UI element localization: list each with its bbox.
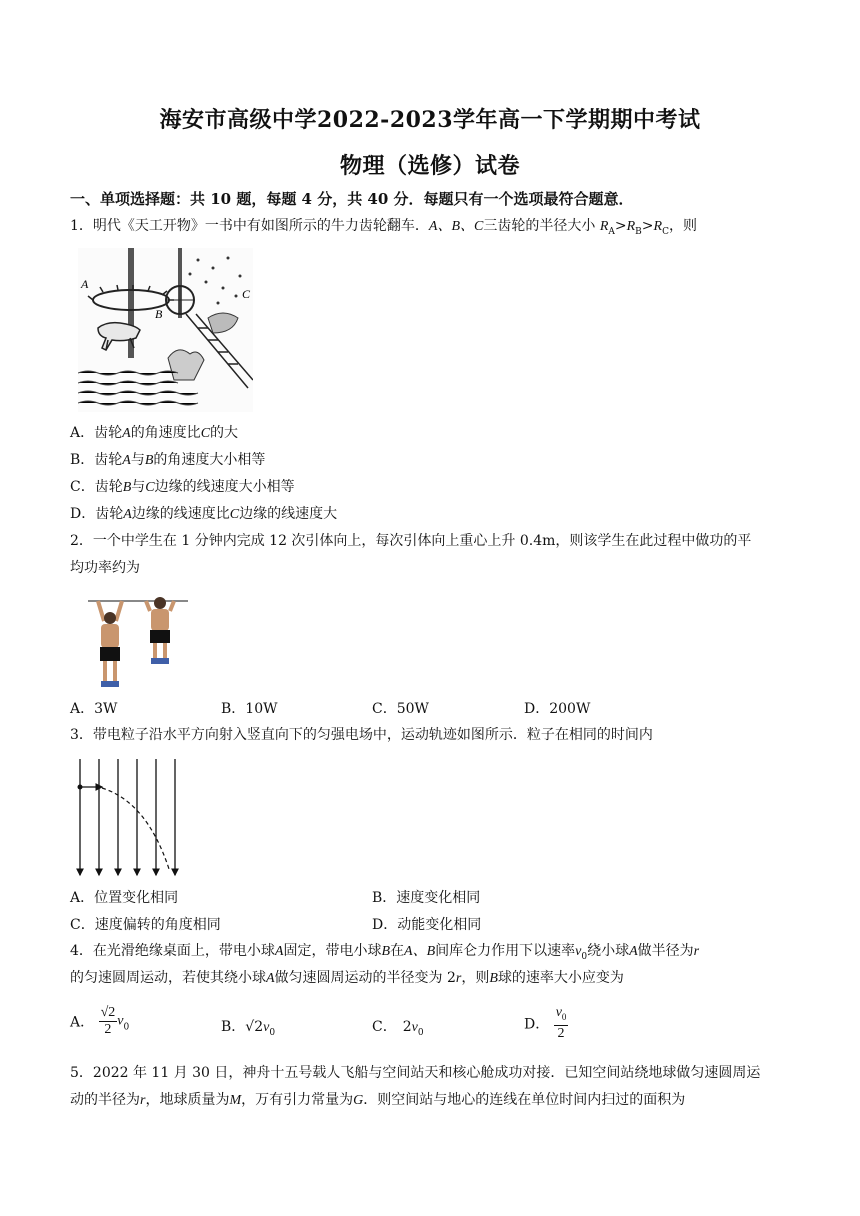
option-expr: 2 (402, 1019, 412, 1035)
option-expr: √2 (245, 1019, 264, 1035)
q4-var: v (575, 944, 582, 959)
q4-var: B (381, 944, 391, 959)
option-var: C (200, 426, 211, 441)
q4-text: 绕小球 (587, 943, 630, 959)
option-text: 与 (130, 452, 145, 468)
option-var: A (122, 453, 131, 468)
option-text: 与 (131, 479, 146, 495)
option-key: D． (70, 506, 96, 522)
q1-vars: A、B、C (428, 219, 484, 234)
q4-var: A (629, 944, 638, 959)
q5-var: r (140, 1093, 146, 1108)
q4-var: A (266, 971, 275, 986)
option-text: 齿轮 (94, 452, 123, 468)
q1-text-2: 三齿轮的半径大小 (483, 218, 596, 234)
option-key: C． (70, 479, 95, 495)
option-key: C． (372, 1019, 397, 1035)
q1-option-b[interactable] (70, 450, 795, 471)
q4-text: 的匀速圆周运动，若使其绕小球 (70, 970, 266, 986)
exam-subtitle: 物理（选修）试卷 (339, 153, 520, 179)
q5-var: G (353, 1093, 364, 1108)
q2-option-d[interactable]: D．200W (524, 701, 591, 717)
option-key: B． (70, 452, 95, 468)
q4-text: 在 (390, 943, 405, 959)
question-5-stem-line1: 5．2022 年 11 月 30 日，神舟十五号载人飞船与空间站天和核心舱成功对接．已知空间站绕地球做匀速圆周运 (70, 1065, 761, 1081)
q4-var: A (274, 944, 284, 959)
option-text: 边缘的线速度大小相等 (154, 479, 295, 495)
q5-text: ，万有引力常量为 (241, 1092, 354, 1108)
q3-option-a[interactable]: A．位置变化相同 (70, 890, 179, 906)
fraction: $\frac{v_0}{2}$ (555, 1005, 567, 1041)
q5-text: ．则空间站与地心的连线在单位时间内扫过的面积为 (363, 1092, 686, 1108)
section-heading: 一、单项选择题：共 10 题，每题 4 分，共 40 分．每题只有一个选项最符合题意． (70, 190, 634, 208)
electric-field-figure (72, 757, 186, 881)
gear-b-label: B (155, 307, 163, 321)
q1-option-d[interactable] (70, 504, 795, 525)
question-3-stem: 3．带电粒子沿水平方向射入竖直向下的匀强电场中，运动轨迹如图所示．粒子在相同的时间内 (70, 727, 653, 743)
option-var: C (229, 507, 240, 522)
ox-waterwheel-figure (78, 248, 253, 412)
question-1-stem (70, 216, 795, 242)
fraction: $\frac{√2}{2}$ (100, 1005, 116, 1037)
q4-text: ，则 (461, 970, 490, 986)
q4-var: A、B (404, 944, 436, 959)
option-var: C (145, 480, 155, 495)
q4-text: 做半径为 (637, 943, 694, 959)
q1-text-3: ，则 (668, 218, 697, 234)
radius-relation: $R_A>R_B>R_C$ (599, 218, 669, 237)
q2-option-a[interactable]: A．3W (70, 701, 118, 717)
q3-option-d[interactable]: D．动能变化相同 (372, 917, 482, 933)
q4-option-d[interactable] (524, 1005, 568, 1042)
q4-option-c[interactable]: C． $2v_0$ (372, 1019, 424, 1038)
question-2-stem-line1: 2．一个中学生在 1 分钟内完成 12 次引体向上，每次引体向上重心上升 0.4m，则该学生在此过程中做功的平 (70, 533, 752, 549)
q2-option-b[interactable]: B．10W (221, 701, 278, 717)
q4-text: 做匀速圆周运动的半径变为 2 (274, 970, 456, 986)
q5-text: ，地球质量为 (145, 1092, 230, 1108)
question-2-stem-line2: 均功率约为 (70, 560, 140, 576)
q5-text: 动的半径为 (70, 1092, 140, 1108)
q4-text: 4．在光滑绝缘桌面上，带电小球 (70, 943, 275, 959)
q4-var: r (693, 944, 700, 959)
option-var: A (123, 507, 132, 522)
question-5-stem-line2 (70, 1090, 795, 1111)
option-var: B (144, 453, 154, 468)
option-text: 的角速度大小相等 (153, 452, 266, 468)
gear-c-label: C (242, 287, 251, 301)
pull-up-figure (88, 591, 188, 691)
q4-var: B (489, 971, 498, 986)
q1-option-c[interactable] (70, 477, 795, 498)
q4-text: 固定，带电小球 (283, 943, 382, 959)
option-text: 边缘的线速度大 (239, 506, 338, 522)
question-4-stem-line2 (70, 968, 795, 989)
option-key: B． (221, 1019, 246, 1035)
option-text: 齿轮 (94, 479, 123, 495)
option-key: A． (70, 425, 95, 441)
q2-option-c[interactable]: C．50W (372, 701, 429, 717)
q4-option-b[interactable]: B．$√2v_0$ (221, 1019, 276, 1038)
option-text: 齿轮 (95, 506, 124, 522)
q1-text: 1．明代《天工开物》一书中有如图所示的牛力齿轮翻车． (70, 218, 429, 234)
option-key: D． (524, 1016, 550, 1033)
q4-text: 球的速率大小应变为 (497, 970, 624, 986)
option-var: B (122, 480, 132, 495)
q3-option-c[interactable]: C．速度偏转的角度相同 (70, 917, 221, 933)
option-text: 齿轮 (94, 425, 123, 441)
gear-a-label: A (81, 277, 89, 291)
option-var: A (122, 426, 131, 441)
q4-var: r (455, 971, 462, 986)
option-text: 的角速度比 (130, 425, 201, 441)
q1-option-a[interactable] (70, 423, 795, 444)
option-text: 的大 (210, 425, 239, 441)
q4-option-a[interactable]: A． $\frac{√2}{2}$ $v_0$ (70, 1005, 130, 1037)
q3-option-b[interactable]: B．速度变化相同 (372, 890, 481, 906)
q4-text: 间库仑力作用下以速率 (435, 943, 576, 959)
question-4-stem-line1: 4．在光滑绝缘桌面上，带电小球A固定，带电小球B在A、B间库仑力作用下以速率$v_0$绕小球A做半径为r (70, 943, 700, 962)
option-text: 边缘的线速度比 (131, 506, 230, 522)
exam-title: 海安市高级中学2022-2023学年高一下学期期中考试 (159, 107, 701, 133)
q5-var: M (229, 1093, 242, 1108)
option-key: A． (70, 1014, 95, 1031)
